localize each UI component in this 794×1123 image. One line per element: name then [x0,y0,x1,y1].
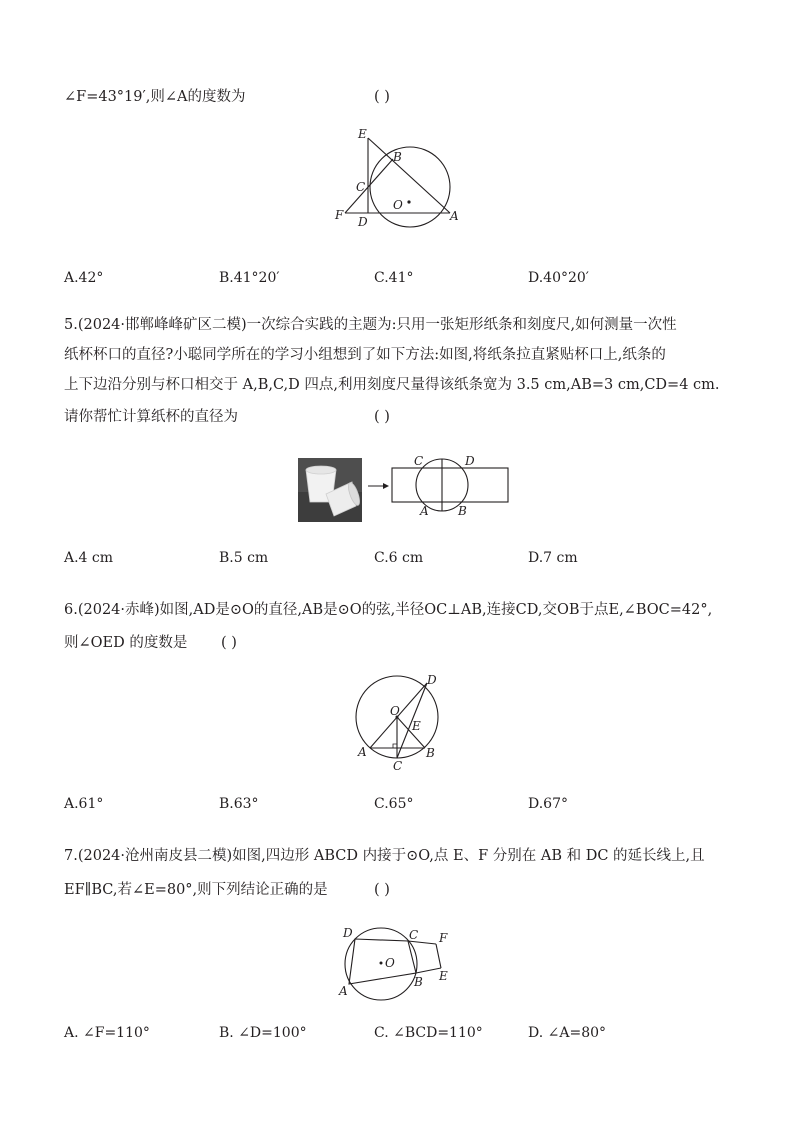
q6-label-A: A [358,745,367,759]
q7-quadrilateral-ABCD [349,939,416,984]
q4-label-F: F [335,208,344,222]
q5-option-a: A.4 cm [64,550,114,566]
q4-circle [370,147,450,227]
q5-option-c: C.6 cm [374,550,424,566]
q4-label-B: B [393,150,402,164]
q4-answer-paren: ( ) [374,89,390,105]
q6-figure [345,668,450,778]
q5-option-d: D.7 cm [528,550,578,566]
q5-label-B: B [458,504,467,518]
q6-label-B: B [426,746,435,760]
q5-stem-line-2: 纸杯杯口的直径?小聪同学所在的学习小组想到了如下方法:如图,将纸条拉直紧贴杯口上,纸条的 [64,347,666,363]
q6-label-C: C [393,759,403,773]
q7-answer-paren: ( ) [374,882,390,898]
q6-option-d: D.67° [528,796,568,812]
q4-stem: ∠F=43°19′,则∠A的度数为 [64,89,246,105]
q4-option-a: A.42° [64,270,104,286]
q7-option-c: C. ∠BCD=110° [374,1025,483,1041]
q7-label-A: A [339,984,348,998]
q7-label-F: F [439,931,448,945]
q4-label-E: E [358,127,367,141]
q4-line-FB [345,159,393,213]
q7-option-d: D. ∠A=80° [528,1025,607,1041]
q7-label-O: O [385,956,395,970]
q7-extension-AB [416,968,441,973]
q4-figure [325,125,465,250]
q7-label-C: C [409,928,419,942]
q7-stem-line-2: EF∥BC,若∠E=80°,则下列结论正确的是 [64,882,328,898]
q6-right-angle-mark [393,744,397,748]
q4-label-C: C [356,180,366,194]
q7-segment-EF [436,944,441,968]
q7-option-b: B. ∠D=100° [219,1025,307,1041]
q5-label-C: C [414,454,424,468]
q6-stem-line-2: 则∠OED 的度数是 [64,635,188,651]
q6-option-b: B.63° [219,796,259,812]
q6-option-c: C.65° [374,796,414,812]
q6-option-a: A.61° [64,796,104,812]
q4-label-D: D [358,215,368,229]
q6-label-D: D [427,673,437,687]
q7-center-dot [380,962,383,965]
q7-label-B: B [414,975,423,989]
q5-label-D: D [465,454,475,468]
q5-figure [364,452,514,524]
q5-option-b: B.5 cm [219,550,269,566]
q5-stem-line-4: 请你帮忙计算纸杯的直径为 [64,409,238,425]
q5-stem-line-3: 上下边沿分别与杯口相交于 A,B,C,D 四点,利用刻度尺量得该纸条宽为 3.5 cm,AB=3 cm,CD=4 cm. [64,377,720,393]
q6-label-O: O [390,704,400,718]
q7-label-D: D [343,926,353,940]
q5-answer-paren: ( ) [374,409,390,425]
q5-label-A: A [420,504,429,518]
q6-label-E: E [412,719,421,733]
q4-option-b: B.41°20′ [219,270,280,286]
q7-stem-line-1: 7.(2024·沧州南皮县二模)如图,四边形 ABCD 内接于⊙O,点 E、F 分别在 AB 和 DC 的延长线上,且 [64,848,705,864]
q4-center-dot [407,200,410,203]
q4-label-O: O [393,198,403,212]
q7-figure [335,918,465,1008]
q5-paper-strip [392,468,508,502]
q6-answer-paren: ( ) [221,635,237,651]
q4-label-A: A [450,209,459,223]
q5-stem-line-1: 5.(2024·邯郸峰峰矿区二模)一次综合实践的主题为:只用一张矩形纸条和刻度尺,如何测量一次性 [64,317,677,333]
q4-option-c: C.41° [374,270,414,286]
q6-stem-line-1: 6.(2024·赤峰)如图,AD是⊙O的直径,AB是⊙O的弦,半径OC⊥AB,连接CD,交OB于点E,∠BOC=42°, [64,602,713,618]
q5-arrow-head [383,483,389,489]
q7-label-E: E [439,969,448,983]
q5-cup-photo [298,458,362,522]
q7-option-a: A. ∠F=110° [64,1025,150,1041]
q4-option-d: D.40°20′ [528,270,589,286]
